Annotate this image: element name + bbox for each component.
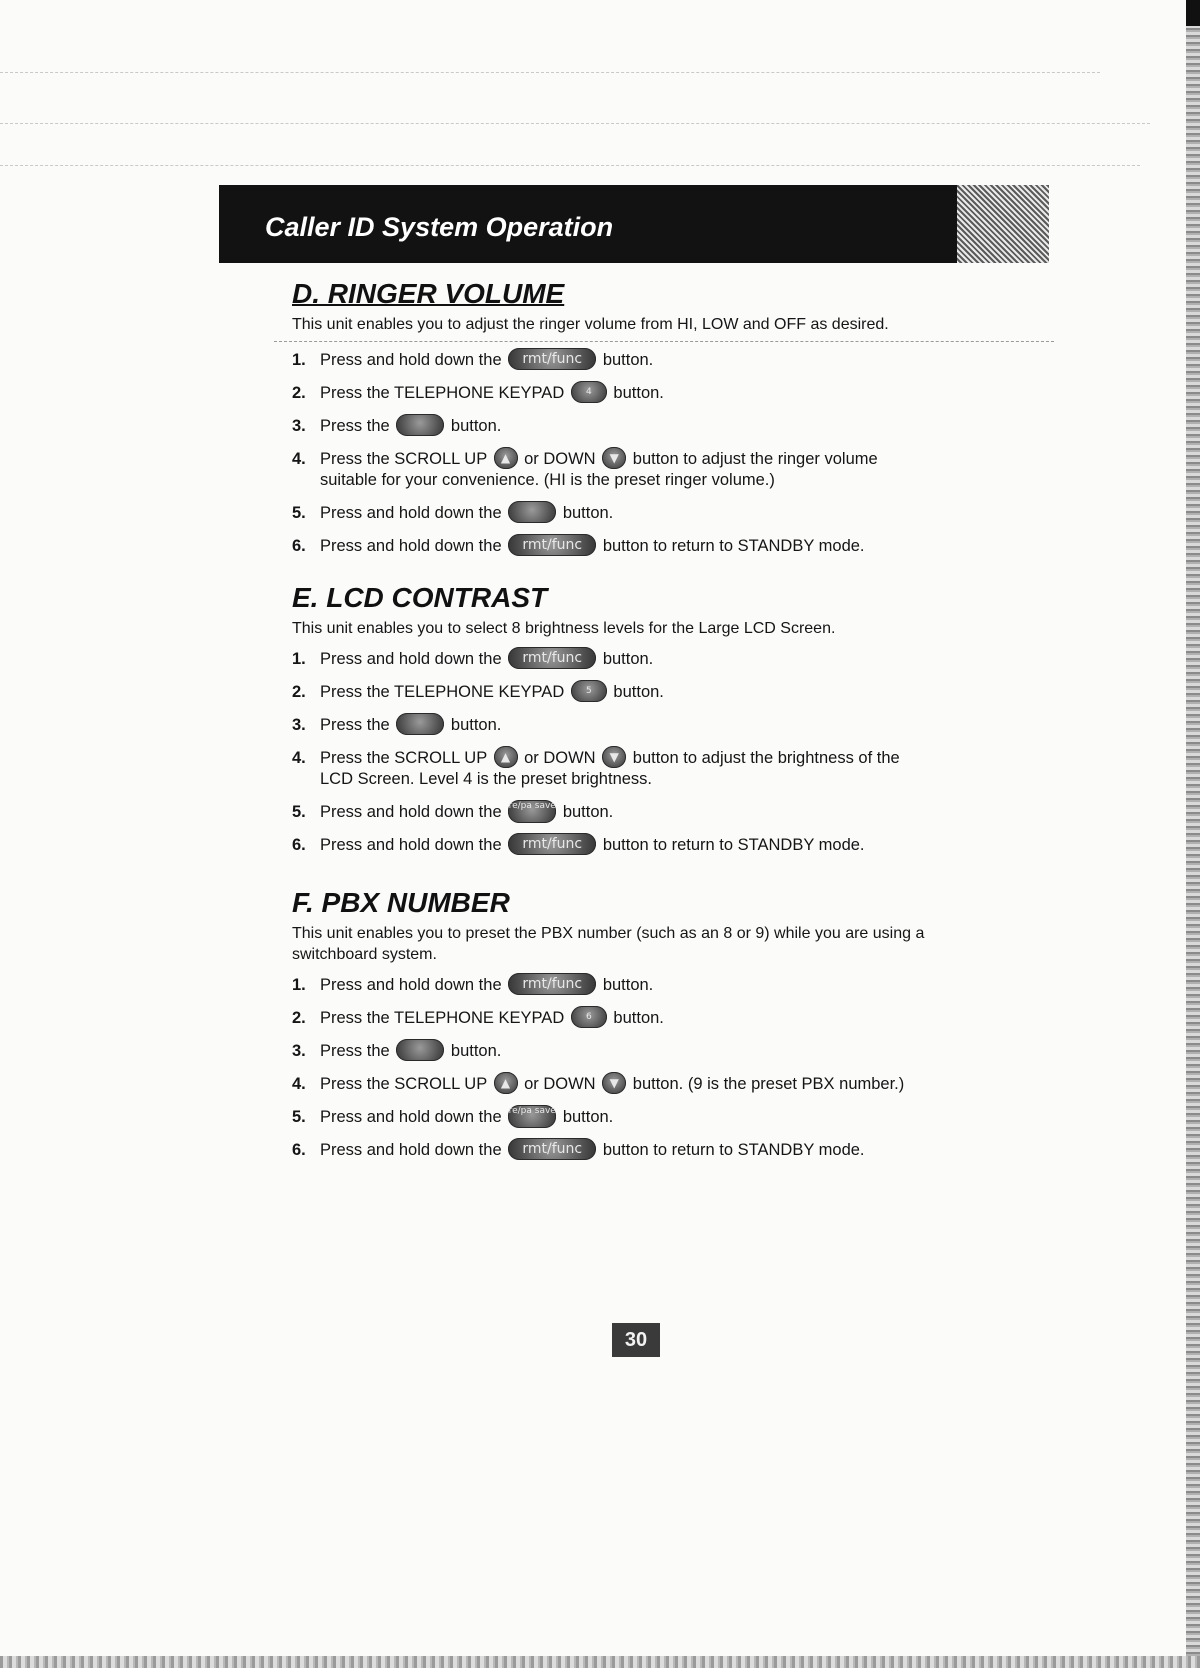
step-number: 6. [292,1141,306,1159]
step [292,1107,982,1128]
scan-artifact-line [0,165,1140,166]
section-title: D. RINGER VOLUME [292,278,565,309]
step-text: or DOWN [524,749,596,767]
step [292,682,982,703]
rmt-func-key-icon: rmt/func [508,973,596,995]
step-text: button. [613,1009,664,1027]
step [292,1041,982,1062]
scan-edge-bottom [0,1656,1200,1668]
step-text: button. [602,650,654,668]
step [292,649,982,670]
step-text: Press and hold down the [320,1141,502,1159]
step-text: Press the [320,417,390,435]
step-text: button. [450,417,502,435]
scan-edge-right [1186,0,1200,1668]
section-title: F. PBX NUMBER [292,887,510,918]
step-text: Press and hold down the [320,537,502,555]
step-list [292,649,982,856]
step [292,1140,982,1161]
rmt-func-key-icon: rmt/func [508,833,596,855]
step-number: 5. [292,504,306,522]
step-text: button to return to STANDBY mode. [602,537,865,555]
rmt-func-key-icon: rmt/func [508,534,596,556]
step [292,748,982,790]
step-number: 3. [292,716,306,734]
header-pattern [957,185,1049,263]
keypad-5-key-icon: 5 [571,680,607,702]
keypad-4-key-icon: 4 [571,381,607,403]
step-text: Press and hold down the [320,976,502,994]
step-text: button. [613,384,664,402]
step-number: 3. [292,1042,306,1060]
step-text: Press and hold down the [320,650,502,668]
step [292,1008,982,1029]
step-text: or DOWN [524,1075,596,1093]
step-text-continued: LCD Screen. Level 4 is the preset brightness. [320,770,653,788]
scan-artifact-line [0,123,1150,124]
rmt-func-key-icon: rmt/func [508,348,596,370]
save-key-icon [508,501,556,523]
step-text: button to adjust the brightness of the [632,749,900,767]
step-text: Press the [320,716,390,734]
step-number: 2. [292,683,306,701]
step [292,835,982,856]
step-text: button to return to STANDBY mode. [602,836,865,854]
divider [274,341,1054,342]
scan-artifact-line [0,72,1100,73]
save-key-icon: re/pa save [508,1105,556,1128]
step-text: button. [562,803,614,821]
step-number: 1. [292,351,306,369]
step-number: 1. [292,976,306,994]
step-number: 5. [292,1108,306,1126]
rmt-func-key-icon: rmt/func [508,1138,596,1160]
step-number: 3. [292,417,306,435]
section-ringer-volume [292,278,982,569]
step-text: Press and hold down the [320,836,502,854]
header-bar [219,185,1049,263]
step-text: button. [450,716,502,734]
step-text: Press the SCROLL UP [320,1075,487,1093]
section-intro: This unit enables you to adjust the ringer volume from HI, LOW and OFF as desired. [292,316,889,333]
step-number: 2. [292,384,306,402]
step [292,416,982,437]
scroll-down-key-icon: ▼ [602,746,626,768]
step-text-continued: suitable for your convenience. (HI is the preset ringer volume.) [320,471,775,489]
step-text: button. [602,351,654,369]
step-text: or DOWN [524,450,596,468]
section-intro: This unit enables you to select 8 brightness levels for the Large LCD Screen. [292,620,836,637]
step-text: Press the [320,1042,390,1060]
step [292,449,982,491]
step-text: button. [450,1042,502,1060]
step-number: 1. [292,650,306,668]
step [292,350,982,371]
step [292,503,982,524]
step [292,383,982,404]
step-list [292,350,982,557]
save-key-icon: re/pa save [508,800,556,823]
step-text: Press the SCROLL UP [320,749,487,767]
scroll-up-key-icon: ▲ [494,746,518,768]
scroll-up-key-icon: ▲ [494,1072,518,1094]
section-title: E. LCD CONTRAST [292,582,548,613]
step-text: Press the SCROLL UP [320,450,487,468]
step-text: button. [602,976,654,994]
menu-key-icon [396,713,444,735]
step-text: button. [562,1108,614,1126]
step-text: Press and hold down the [320,803,502,821]
step-text: Press and hold down the [320,351,502,369]
step-text: Press the TELEPHONE KEYPAD [320,384,565,402]
page-number: 30 [612,1323,660,1357]
step-number: 6. [292,537,306,555]
step-text: Press the TELEPHONE KEYPAD [320,1009,565,1027]
step-number: 4. [292,450,306,468]
step-text: Press and hold down the [320,1108,502,1126]
step-list [292,975,982,1161]
step-number: 6. [292,836,306,854]
step [292,975,982,996]
section-pbx-number [292,887,982,1173]
section-intro: This unit enables you to preset the PBX number (such as an 8 or 9) while you are using a switchboard system. [292,925,925,963]
page-title: Caller ID System Operation [265,212,614,242]
step [292,715,982,736]
scroll-down-key-icon: ▼ [602,447,626,469]
keypad-6-key-icon: 6 [571,1006,607,1028]
step [292,536,982,557]
step-number: 4. [292,1075,306,1093]
menu-key-icon [396,1039,444,1061]
step-text: button to adjust the ringer volume [632,450,878,468]
scroll-down-key-icon: ▼ [602,1072,626,1094]
step-number: 5. [292,803,306,821]
step-number: 4. [292,749,306,767]
section-lcd-contrast [292,582,982,868]
step-text: button. [613,683,664,701]
step-text: button to return to STANDBY mode. [602,1141,865,1159]
step-text: Press and hold down the [320,504,502,522]
menu-key-icon [396,414,444,436]
scroll-up-key-icon: ▲ [494,447,518,469]
rmt-func-key-icon: rmt/func [508,647,596,669]
step-text: Press the TELEPHONE KEYPAD [320,683,565,701]
step-text: button. [562,504,614,522]
step [292,1074,982,1095]
step-number: 2. [292,1009,306,1027]
step-text: button. (9 is the preset PBX number.) [632,1075,905,1093]
step [292,802,982,823]
